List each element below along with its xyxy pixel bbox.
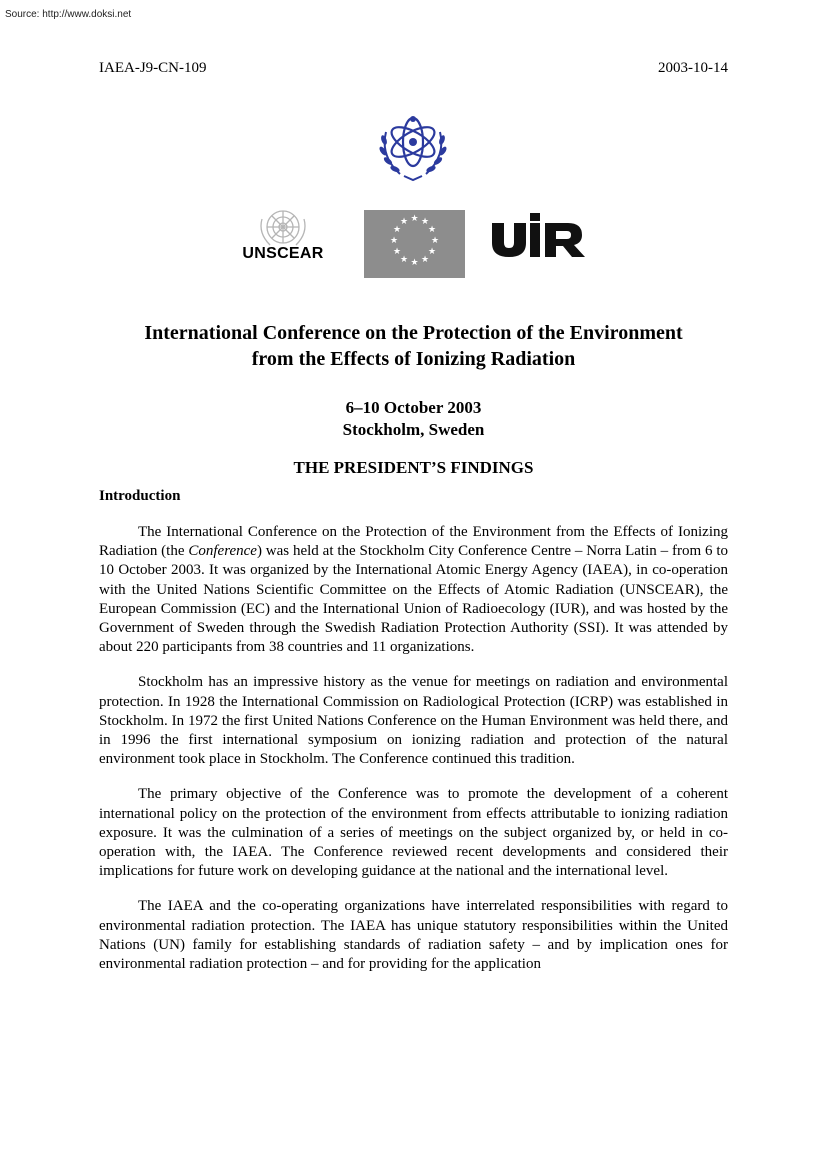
paragraph-1: The International Conference on the Protection of the Environment from the Effects of Ionizing Radiation (the Conference) was held at the Stockholm City Conference Centre – Norra Latin – from 6 to 10 October 2003. It was organized by the International Atomic Energy Agency (IAEA), in co-operation with the United Nations Scientific Committee on the Effects of Atomic Radiation (UNSCEAR), the European Commission (EC) and the International Union of Radioecology (IUR), and was hosted by the Government of Sweden through the Swedish Radiation Protection Authority (SSI). It was attended by about 220 participants from 38 countries and 11 organizations. [99,524,728,656]
svg-text:★: ★ [430,235,440,245]
document-id: IAEA-J9-CN-109 [99,60,207,76]
body-text [99,523,728,990]
unscear-label: UNSCEAR [242,245,324,262]
paragraph-4: The IAEA and the co-operating organizations have interrelated responsibilities with regard to environmental radiation protection. The IAEA has unique statutory responsibilities within the United Nations (UN) family for establishing standards of radiation safety – and by implication ones for environmental radiation protection – and for providing for the application [99,898,728,973]
unscear-logo [236,205,330,267]
svg-text:★: ★ [420,254,430,264]
document-date: 2003-10-14 [658,60,728,76]
svg-text:★: ★ [389,235,399,245]
paragraph-3: The primary objective of the Conference was to promote the development of a coherent international policy on the protection of the environment from effects attributable to ionizing radiation exposure. It was the culmination of a series of meetings on the subject organized by, or held in co-operation with, the IAEA. The Conference reviewed recent developments and considered their implications for future work on developing guidance at the national and the international level. [99,786,728,880]
findings-heading: THE PRESIDENT’S FINDINGS [293,458,534,477]
svg-text:★: ★ [410,213,419,223]
svg-text:★: ★ [399,254,409,264]
event-dates: 6–10 October 2003 [345,398,482,417]
svg-text:★: ★ [420,216,430,226]
svg-text:★: ★ [392,246,402,256]
conference-title [99,320,728,372]
source-note: Source: http://www.doksi.net [5,9,132,20]
introduction-heading: Introduction [99,488,181,504]
paragraph-2: Stockholm has an impressive history as the venue for meetings on radiation and environmental protection. In 1928 the International Commission on Radiological Protection (ICRP) was established in Stockholm. In 1972 the first United Nations Conference on the Human Environment was held there, and in 1996 the first international symposium on ionizing radiation and protection of the natural environment took place in Stockholm. The Conference continued this tradition. [99,674,728,768]
event-place: Stockholm, Sweden [342,420,485,439]
iaea-atom-logo [374,112,452,184]
svg-text:★: ★ [392,224,402,234]
iur-logo [490,213,586,259]
title-line-2: from the Effects of Ionizing Radiation [251,348,576,370]
event-info [99,397,728,441]
svg-text:★: ★ [427,246,437,256]
conference-emphasis: Conference [188,543,257,560]
eu-flag-logo [364,210,465,278]
svg-text:★: ★ [399,216,409,226]
title-line-1: International Conference on the Protection of the Environment [144,322,683,344]
un-globe-icon [256,205,310,249]
svg-text:★: ★ [427,224,437,234]
svg-text:★: ★ [410,257,419,267]
